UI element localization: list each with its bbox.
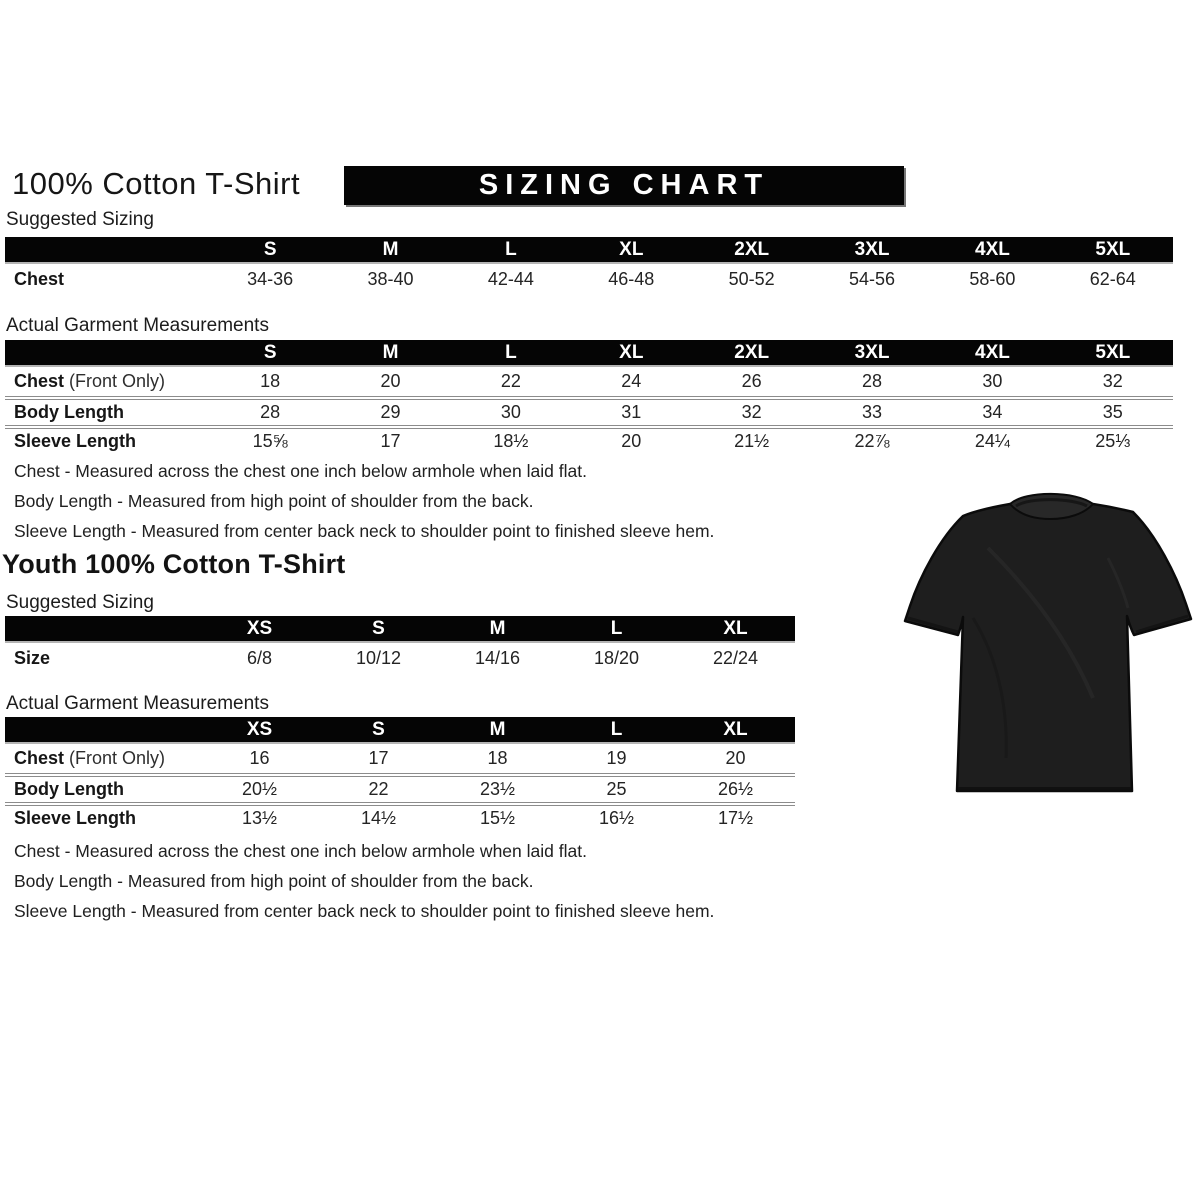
measurement-cell: 25⅓ (1095, 431, 1131, 451)
row-label: Body Length (14, 779, 124, 799)
note-chest: Chest - Measured across the chest one inch below armhole when laid flat. (14, 841, 587, 861)
measurement-cell: 50-52 (728, 268, 775, 289)
measurement-cell: 21½ (734, 431, 770, 451)
measurement-cell: 38-40 (367, 268, 414, 289)
size-column-header: 5XL (1095, 341, 1131, 363)
measurement-cell: 10/12 (355, 647, 402, 668)
table-row (5, 367, 1173, 396)
measurement-cell: 20 (725, 748, 746, 768)
row-label: Chest (Front Only) (14, 748, 166, 768)
size-column-header: 4XL (975, 341, 1010, 363)
measurement-cell: 24 (621, 371, 642, 391)
row-label: Body Length (14, 402, 124, 422)
size-column-header: M (489, 617, 506, 639)
measurement-cell: 15⅝ (252, 431, 288, 451)
measurement-cell: 26 (741, 371, 762, 391)
measurement-cell: 54-56 (849, 268, 896, 289)
measurement-cell: 23½ (479, 779, 516, 799)
note-body-length: Body Length - Measured from high point of shoulder from the back. (14, 491, 534, 511)
row-label: Size (14, 647, 51, 668)
size-column-header: S (263, 341, 277, 363)
black-tshirt-image (878, 468, 1200, 813)
size-column-header: L (610, 718, 623, 740)
row-label: Chest (14, 268, 65, 289)
page-title: 100% Cotton T-Shirt (12, 166, 301, 201)
table-row (5, 264, 1173, 294)
measurement-cell: 15½ (479, 808, 516, 828)
measurement-cell: 17 (380, 431, 401, 451)
measurement-cell: 6/8 (246, 647, 273, 668)
measurement-cell: 14½ (360, 808, 397, 828)
note-chest: Chest - Measured across the chest one inch below armhole when laid flat. (14, 461, 587, 481)
table-row (5, 396, 1173, 425)
size-column-header: M (489, 718, 506, 740)
size-column-header: 3XL (854, 238, 890, 260)
youth-suggested-sizing-table (5, 616, 795, 673)
size-column-header: S (263, 238, 277, 260)
youth-measurement-notes (14, 842, 834, 932)
adult-garment-measurements-label: Actual Garment Measurements (6, 315, 269, 336)
size-column-header: M (382, 238, 399, 260)
measurement-cell: 28 (862, 371, 883, 391)
measurement-cell: 20 (380, 371, 401, 391)
size-column-header: 3XL (854, 341, 890, 363)
measurement-cell: 30 (500, 402, 521, 422)
measurement-cell: 24¼ (974, 431, 1010, 451)
size-column-header: L (505, 238, 517, 260)
size-column-header: XL (723, 617, 748, 639)
measurement-cell: 33 (862, 402, 883, 422)
measurement-cell: 35 (1102, 402, 1123, 422)
adult-garment-measurements-table (5, 340, 1173, 454)
youth-garment-measurements-label: Actual Garment Measurements (6, 693, 269, 714)
table-row (5, 773, 795, 802)
size-column-header: 2XL (734, 238, 770, 260)
measurement-cell: 26½ (717, 779, 754, 799)
sizing-chart-banner (344, 166, 904, 205)
measurement-cell: 17 (368, 748, 389, 768)
measurement-cell: 16½ (598, 808, 635, 828)
measurement-cell: 42-44 (487, 268, 534, 289)
measurement-cell: 20 (621, 431, 642, 451)
measurement-cell: 32 (741, 402, 762, 422)
measurement-cell: 34-36 (247, 268, 294, 289)
size-column-header: XL (619, 341, 644, 363)
measurement-cell: 28 (260, 402, 281, 422)
youth-garment-measurements-table (5, 717, 795, 831)
measurement-cell: 62-64 (1089, 268, 1136, 289)
table-row (5, 425, 1173, 454)
measurement-cell: 22/24 (712, 647, 759, 668)
measurement-cell: 18/20 (593, 647, 640, 668)
row-label: Sleeve Length (14, 808, 137, 828)
size-column-header: M (382, 341, 399, 363)
measurement-cell: 46-48 (608, 268, 655, 289)
size-column-header: 5XL (1095, 238, 1131, 260)
measurement-cell: 18 (260, 371, 281, 391)
measurement-cell: 18½ (493, 431, 529, 451)
measurement-cell: 19 (606, 748, 627, 768)
row-label: Chest (Front Only) (14, 371, 166, 391)
measurement-cell: 17½ (717, 808, 754, 828)
measurement-cell: 22 (368, 779, 389, 799)
measurement-cell: 22⅞ (854, 431, 890, 451)
measurement-cell: 25 (606, 779, 627, 799)
size-column-header: L (610, 617, 623, 639)
measurement-cell: 58-60 (969, 268, 1016, 289)
measurement-cell: 20½ (241, 779, 278, 799)
size-column-header: S (372, 617, 385, 639)
note-body-length: Body Length - Measured from high point of shoulder from the back. (14, 871, 534, 891)
size-column-header: L (505, 341, 517, 363)
table-header-row (5, 717, 795, 744)
table-header-row (5, 340, 1173, 367)
measurement-cell: 16 (249, 748, 270, 768)
youth-section-title: Youth 100% Cotton T-Shirt (2, 549, 346, 579)
table-header-row (5, 616, 795, 643)
sizing-chart-banner-text: SIZING CHART (478, 169, 770, 201)
size-column-header: XS (246, 718, 273, 740)
table-header-row (5, 237, 1173, 264)
table-row (5, 802, 795, 831)
measurement-cell: 34 (982, 402, 1003, 422)
measurement-cell: 31 (621, 402, 642, 422)
measurement-cell: 13½ (241, 808, 278, 828)
note-sleeve-length: Sleeve Length - Measured from center back neck to shoulder point to finished sleeve hem. (14, 901, 715, 921)
adult-suggested-sizing-table (5, 237, 1173, 294)
size-column-header: XL (619, 238, 644, 260)
note-sleeve-length: Sleeve Length - Measured from center back neck to shoulder point to finished sleeve hem. (14, 521, 715, 541)
size-column-header: S (372, 718, 385, 740)
adult-suggested-sizing-label: Suggested Sizing (6, 209, 154, 230)
measurement-cell: 32 (1102, 371, 1123, 391)
size-column-header: 4XL (975, 238, 1010, 260)
adult-measurement-notes (14, 462, 834, 552)
measurement-cell: 29 (380, 402, 401, 422)
size-column-header: 2XL (734, 341, 770, 363)
tshirt-photo (878, 468, 1200, 813)
youth-suggested-sizing-label: Suggested Sizing (6, 592, 154, 613)
table-row (5, 643, 795, 673)
size-column-header: XS (246, 617, 273, 639)
row-label: Sleeve Length (14, 431, 137, 451)
measurement-cell: 30 (982, 371, 1003, 391)
measurement-cell: 22 (500, 371, 521, 391)
table-row (5, 744, 795, 773)
measurement-cell: 14/16 (474, 647, 521, 668)
size-column-header: XL (723, 718, 748, 740)
measurement-cell: 18 (487, 748, 508, 768)
